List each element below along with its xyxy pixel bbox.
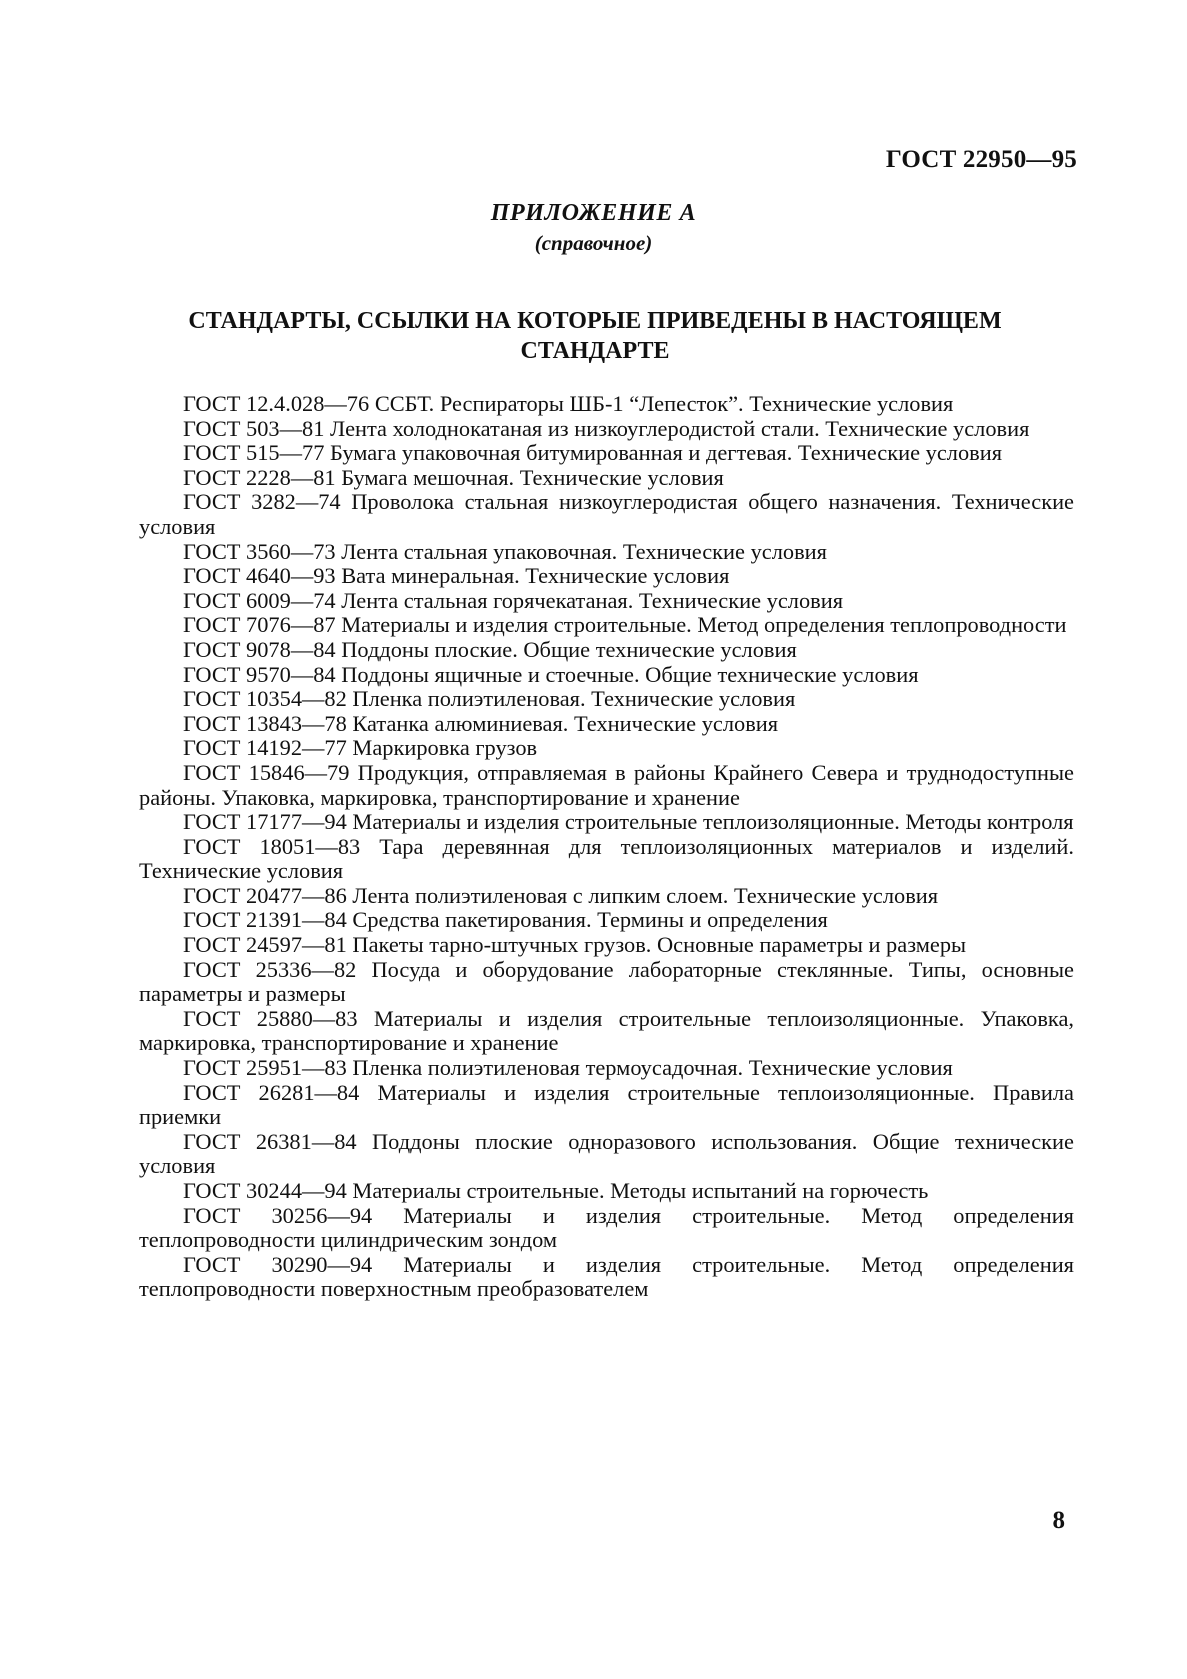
reference-item — [139, 417, 1074, 442]
reference-title: Поддоны плоские одноразового использования. Общие технические условия — [139, 1128, 1074, 1179]
reference-title: Тара деревянная для теплоизоляционных материалов и изделий. Технические условия — [139, 833, 1074, 884]
reference-title: Бумага упаковочная битумированная и дегтевая. Технические условия — [330, 440, 1002, 466]
reference-item — [139, 810, 1074, 835]
reference-title: Лента холоднокатаная из низкоуглеродистой стали. Технические условия — [330, 415, 1030, 441]
reference-title: Маркировка грузов — [352, 735, 538, 761]
reference-code: ГОСТ 26281—84 — [183, 1079, 360, 1105]
reference-code: ГОСТ 30290—94 — [183, 1251, 373, 1277]
reference-code: ГОСТ 10354—82 — [183, 686, 347, 712]
reference-item — [139, 540, 1074, 565]
reference-title: Пленка полиэтиленовая термоусадочная. Технические условия — [352, 1055, 953, 1081]
reference-code: ГОСТ 20477—86 — [183, 882, 347, 908]
reference-item — [139, 1253, 1074, 1302]
reference-code: ГОСТ 3560—73 — [183, 538, 336, 564]
reference-item — [139, 687, 1074, 712]
reference-code: ГОСТ 18051—83 — [183, 833, 361, 859]
reference-item — [139, 1056, 1074, 1081]
reference-code: ГОСТ 25880—83 — [183, 1005, 358, 1031]
reference-item — [139, 958, 1074, 1007]
document-code: ГОСТ 22950—95 — [885, 146, 1077, 173]
reference-code: ГОСТ 17177—94 — [183, 809, 347, 835]
reference-title: Бумага мешочная. Технические условия — [341, 464, 724, 490]
reference-title: Материалы строительные. Методы испытаний на горючесть — [352, 1178, 929, 1203]
reference-item — [139, 638, 1074, 663]
reference-code: ГОСТ 13843—78 — [183, 710, 347, 736]
section-title-line: СТАНДАРТЕ — [520, 338, 670, 364]
reference-title: Пленка полиэтиленовая. Технические условия — [352, 686, 796, 712]
reference-item — [139, 1007, 1074, 1056]
reference-code: ГОСТ 503—81 — [183, 415, 325, 441]
reference-code: ГОСТ 9078—84 — [183, 636, 336, 662]
reference-title: Материалы и изделия строительные теплоизоляционные. Методы контроля — [352, 809, 1074, 835]
reference-item — [139, 736, 1074, 761]
reference-title: Лента стальная упаковочная. Технические условия — [341, 538, 827, 564]
reference-item — [139, 490, 1074, 539]
reference-item — [139, 1179, 1074, 1204]
reference-title: Вата минеральная. Технические условия — [341, 563, 730, 589]
reference-title: Лента стальная горячекатаная. Технические условия — [341, 587, 843, 613]
reference-item — [139, 589, 1074, 614]
reference-item — [139, 613, 1074, 638]
reference-code: ГОСТ 26381—84 — [183, 1128, 357, 1154]
page-number: 8 — [1052, 1507, 1065, 1534]
reference-code: ГОСТ 25336—82 — [183, 956, 357, 982]
reference-code: ГОСТ 4640—93 — [183, 563, 336, 589]
reference-title: Материалы и изделия строительные теплоизоляционные. Упаковка, маркировка, транспортирование и хранение — [139, 1005, 1074, 1056]
reference-title: Пакеты тарно-штучных грузов. Основные параметры и размеры — [352, 932, 967, 958]
reference-code: ГОСТ 14192—77 — [183, 735, 347, 761]
reference-code: ГОСТ 15846—79 — [183, 759, 350, 785]
reference-title: Поддоны ящичные и стоечные. Общие технические условия — [341, 661, 919, 687]
reference-code: ГОСТ 515—77 — [183, 440, 325, 466]
reference-code: ГОСТ 24597—81 — [183, 932, 347, 958]
reference-title: Материалы и изделия строительные. Метод определения теплопроводности поверхностным преобразователем — [139, 1251, 1074, 1302]
reference-title: Материалы и изделия строительные. Метод определения теплопроводности — [341, 612, 1067, 638]
reference-item — [139, 908, 1074, 933]
reference-code: ГОСТ 6009—74 — [183, 587, 336, 613]
reference-title: Лента полиэтиленовая с липким слоем. Технические условия — [352, 882, 939, 908]
reference-item — [139, 933, 1074, 958]
reference-code: ГОСТ 3282—74 — [183, 489, 341, 515]
reference-code: ГОСТ 21391—84 — [183, 907, 347, 933]
reference-item — [139, 712, 1074, 737]
reference-item — [139, 441, 1074, 466]
appendix-title: ПРИЛОЖЕНИЕ А — [490, 200, 697, 226]
reference-item — [139, 392, 1074, 417]
reference-title: Посуда и оборудование лабораторные стеклянные. Типы, основные параметры и размеры — [139, 956, 1074, 1007]
reference-item — [139, 663, 1074, 688]
reference-code: ГОСТ 7076—87 — [183, 612, 336, 638]
reference-title: ССБТ. Респираторы ШБ-1 “Лепесток”. Технические условия — [374, 391, 954, 416]
reference-title: Проволока стальная низкоуглеродистая общего назначения. Технические условия — [139, 489, 1074, 539]
reference-item — [139, 1130, 1074, 1179]
reference-code: ГОСТ 9570—84 — [183, 661, 336, 687]
reference-title: Материалы и изделия строительные. Метод определения теплопроводности цилиндрическим зондом — [139, 1202, 1074, 1253]
reference-item — [139, 835, 1074, 884]
reference-code: ГОСТ 30244—94 — [183, 1178, 347, 1203]
reference-item — [139, 1081, 1074, 1130]
reference-title: Катанка алюминиевая. Технические условия — [352, 710, 779, 736]
reference-item — [139, 564, 1074, 589]
reference-item — [139, 466, 1074, 491]
reference-item — [139, 761, 1074, 810]
reference-title: Поддоны плоские. Общие технические условия — [341, 636, 797, 662]
reference-list — [139, 392, 1074, 1302]
reference-code: ГОСТ 30256—94 — [183, 1202, 373, 1228]
reference-title: Средства пакетирования. Термины и определения — [352, 907, 828, 933]
appendix-subtitle: (справочное) — [534, 231, 653, 255]
reference-item — [139, 884, 1074, 909]
reference-title: Продукция, отправляемая в районы Крайнего Севера и труднодоступные районы. Упаковка, маркировка, транспортирование и хранение — [139, 759, 1074, 810]
section-title — [160, 306, 1030, 366]
reference-code: ГОСТ 2228—81 — [183, 464, 336, 490]
reference-title: Материалы и изделия строительные теплоизоляционные. Правила приемки — [139, 1079, 1074, 1130]
reference-item — [139, 1204, 1074, 1253]
section-title-line: СТАНДАРТЫ, ССЫЛКИ НА КОТОРЫЕ ПРИВЕДЕНЫ В НАСТОЯЩЕМ — [188, 308, 1002, 334]
reference-code: ГОСТ 12.4.028—76 — [183, 391, 370, 416]
reference-code: ГОСТ 25951—83 — [183, 1055, 347, 1081]
